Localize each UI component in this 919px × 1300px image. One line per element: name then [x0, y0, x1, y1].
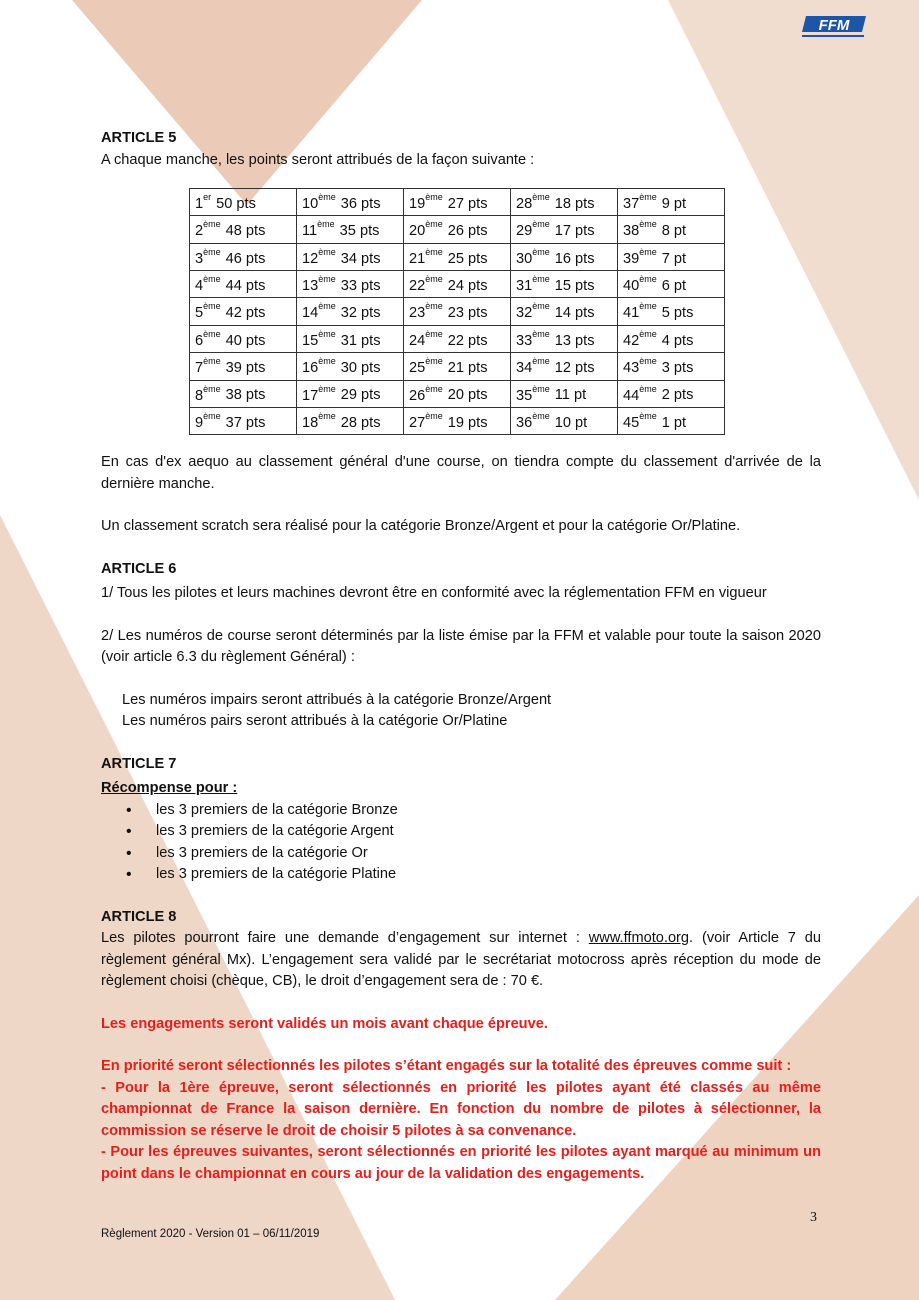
even-numbers-line: Les numéros pairs seront attribués à la catégorie Or/Platine — [122, 713, 508, 730]
article-6-p2: 2/ Les numéros de course seront déterminés par la liste émise par la FFM et valable pour toute la saison 2020 (voir article 6.3 du règlement Général) : — [101, 627, 821, 666]
bullet-icon: • — [126, 844, 132, 862]
svg-text:FFM: FFM — [818, 17, 850, 34]
list-item: • les 3 premiers de la catégorie Or — [126, 843, 821, 865]
table-cell: 36ème 10 pt — [511, 407, 618, 434]
table-cell: 15ème 31 pts — [297, 325, 404, 352]
table-cell: 27ème 19 pts — [404, 407, 511, 434]
table-cell: 34ème 12 pts — [511, 353, 618, 380]
article-6-p1: 1/ Tous les pilotes et leurs machines devront être en conformité avec la réglementation FFM en vigueur — [101, 585, 767, 602]
table-cell: 42ème 4 pts — [618, 325, 725, 352]
page-content — [101, 128, 821, 1185]
table-cell: 8ème 38 pts — [190, 380, 297, 407]
article-5-heading: ARTICLE 5 — [101, 130, 177, 146]
table-cell: 6ème 40 pts — [190, 325, 297, 352]
table-row — [190, 353, 725, 380]
footer: Règlement 2020 - Version 01 – 06/11/2019 — [101, 1228, 320, 1240]
table-cell: 28ème 18 pts — [511, 189, 618, 216]
table-cell: 18ème 28 pts — [297, 407, 404, 434]
table-cell: 35ème 11 pt — [511, 380, 618, 407]
table-cell: 21ème 25 pts — [404, 243, 511, 270]
table-cell: 5ème 42 pts — [190, 298, 297, 325]
table-cell: 37ème 9 pt — [618, 189, 725, 216]
bullet-icon: • — [126, 866, 132, 884]
article-7-heading: ARTICLE 7 — [101, 755, 177, 772]
article-8-heading: ARTICLE 8 — [101, 908, 177, 925]
table-cell: 30ème 16 pts — [511, 243, 618, 270]
bullet-icon: • — [126, 823, 132, 841]
table-row — [190, 380, 725, 407]
table-cell: 25ème 21 pts — [404, 353, 511, 380]
table-row — [190, 298, 725, 325]
odd-numbers-line: Les numéros impairs seront attribués à la catégorie Bronze/Argent — [122, 691, 552, 708]
table-cell: 4ème 44 pts — [190, 271, 297, 298]
table-cell: 29ème 17 pts — [511, 216, 618, 243]
table-row — [190, 271, 725, 298]
table-cell: 40ème 6 pt — [618, 271, 725, 298]
list-item: • les 3 premiers de la catégorie Platine — [126, 864, 821, 886]
table-cell: 19ème 27 pts — [404, 189, 511, 216]
table-cell: 13ème 33 pts — [297, 271, 404, 298]
reward-list — [101, 800, 821, 886]
table-cell: 26ème 20 pts — [404, 380, 511, 407]
table-cell: 22ème 24 pts — [404, 271, 511, 298]
red-notice-1: Les engagements seront validés un mois avant chaque épreuve. — [101, 1015, 548, 1032]
table-cell: 17ème 29 pts — [297, 380, 404, 407]
red-notice-2: En priorité seront sélectionnés les pilotes s’étant engagés sur la totalité des épreuves comme suit : — [101, 1058, 792, 1075]
red-notice-3: - Pour la 1ère épreuve, seront sélectionnés en priorité les pilotes ayant été classés au même championnat de France la saison dernière. En fonction du nombre de pilotes à sélectionner, la commission se réserve le droit de choisir 5 pilotes à sa convenance. — [101, 1079, 821, 1139]
table-cell: 33ème 13 pts — [511, 325, 618, 352]
table-cell: 23ème 23 pts — [404, 298, 511, 325]
table-cell: 20ème 26 pts — [404, 216, 511, 243]
scratch-paragraph: Un classement scratch sera réalisé pour la catégorie Bronze/Argent et pour la catégorie Or/Platine. — [101, 518, 741, 535]
points-table — [189, 188, 725, 435]
article-5-intro: A chaque manche, les points seront attribués de la façon suivante : — [101, 151, 535, 168]
table-cell: 12ème 34 pts — [297, 243, 404, 270]
list-item: • les 3 premiers de la catégorie Bronze — [126, 800, 821, 822]
reward-title: Récompense pour : — [101, 780, 238, 797]
table-cell: 41ème 5 pts — [618, 298, 725, 325]
table-cell: 16ème 30 pts — [297, 353, 404, 380]
table-cell: 43ème 3 pts — [618, 353, 725, 380]
table-cell: 9ème 37 pts — [190, 407, 297, 434]
table-cell: 32ème 14 pts — [511, 298, 618, 325]
table-cell: 39ème 7 pt — [618, 243, 725, 270]
table-row — [190, 325, 725, 352]
ffm-logo — [800, 16, 866, 40]
ex-aequo-paragraph: En cas d'ex aequo au classement général d'une course, on tiendra compte du classement d'arrivée de la dernière manche. — [101, 454, 821, 492]
table-cell: 3ème 46 pts — [190, 243, 297, 270]
table-cell: 11ème 35 pts — [297, 216, 404, 243]
table-cell: 10ème 36 pts — [297, 189, 404, 216]
table-row — [190, 243, 725, 270]
table-cell: 14ème 32 pts — [297, 298, 404, 325]
bullet-icon: • — [126, 801, 132, 819]
article-6-heading: ARTICLE 6 — [101, 560, 177, 577]
page-number: 3 — [810, 1210, 817, 1225]
table-cell: 1er 50 pts — [190, 189, 297, 216]
ffmoto-link[interactable]: www.ffmoto.org — [588, 930, 690, 947]
table-row — [190, 189, 725, 216]
table-row — [190, 407, 725, 434]
table-cell: 24ème 22 pts — [404, 325, 511, 352]
table-cell: 2ème 48 pts — [190, 216, 297, 243]
table-row — [190, 216, 725, 243]
table-cell: 45ème 1 pt — [618, 407, 725, 434]
table-cell: 38ème 8 pt — [618, 216, 725, 243]
table-cell: 44ème 2 pts — [618, 380, 725, 407]
table-cell: 31ème 15 pts — [511, 271, 618, 298]
article-8-p1: Les pilotes pourront faire une demande d’engagement sur internet : www.ffmoto.org. (voir Article 7 du règlement général Mx). L’engagement sera validé par le secrétariat motocross après réception du mode de règlement choisi (chèque, CB), le droit d’engagement sera de : 70 €. — [101, 930, 821, 990]
red-notice-4: - Pour les épreuves suivantes, seront sélectionnés en priorité les pilotes ayant marqué au minimum un point dans le championnat en cours au jour de la validation des engagements. — [101, 1144, 821, 1182]
table-cell: 7ème 39 pts — [190, 353, 297, 380]
list-item: • les 3 premiers de la catégorie Argent — [126, 821, 821, 843]
